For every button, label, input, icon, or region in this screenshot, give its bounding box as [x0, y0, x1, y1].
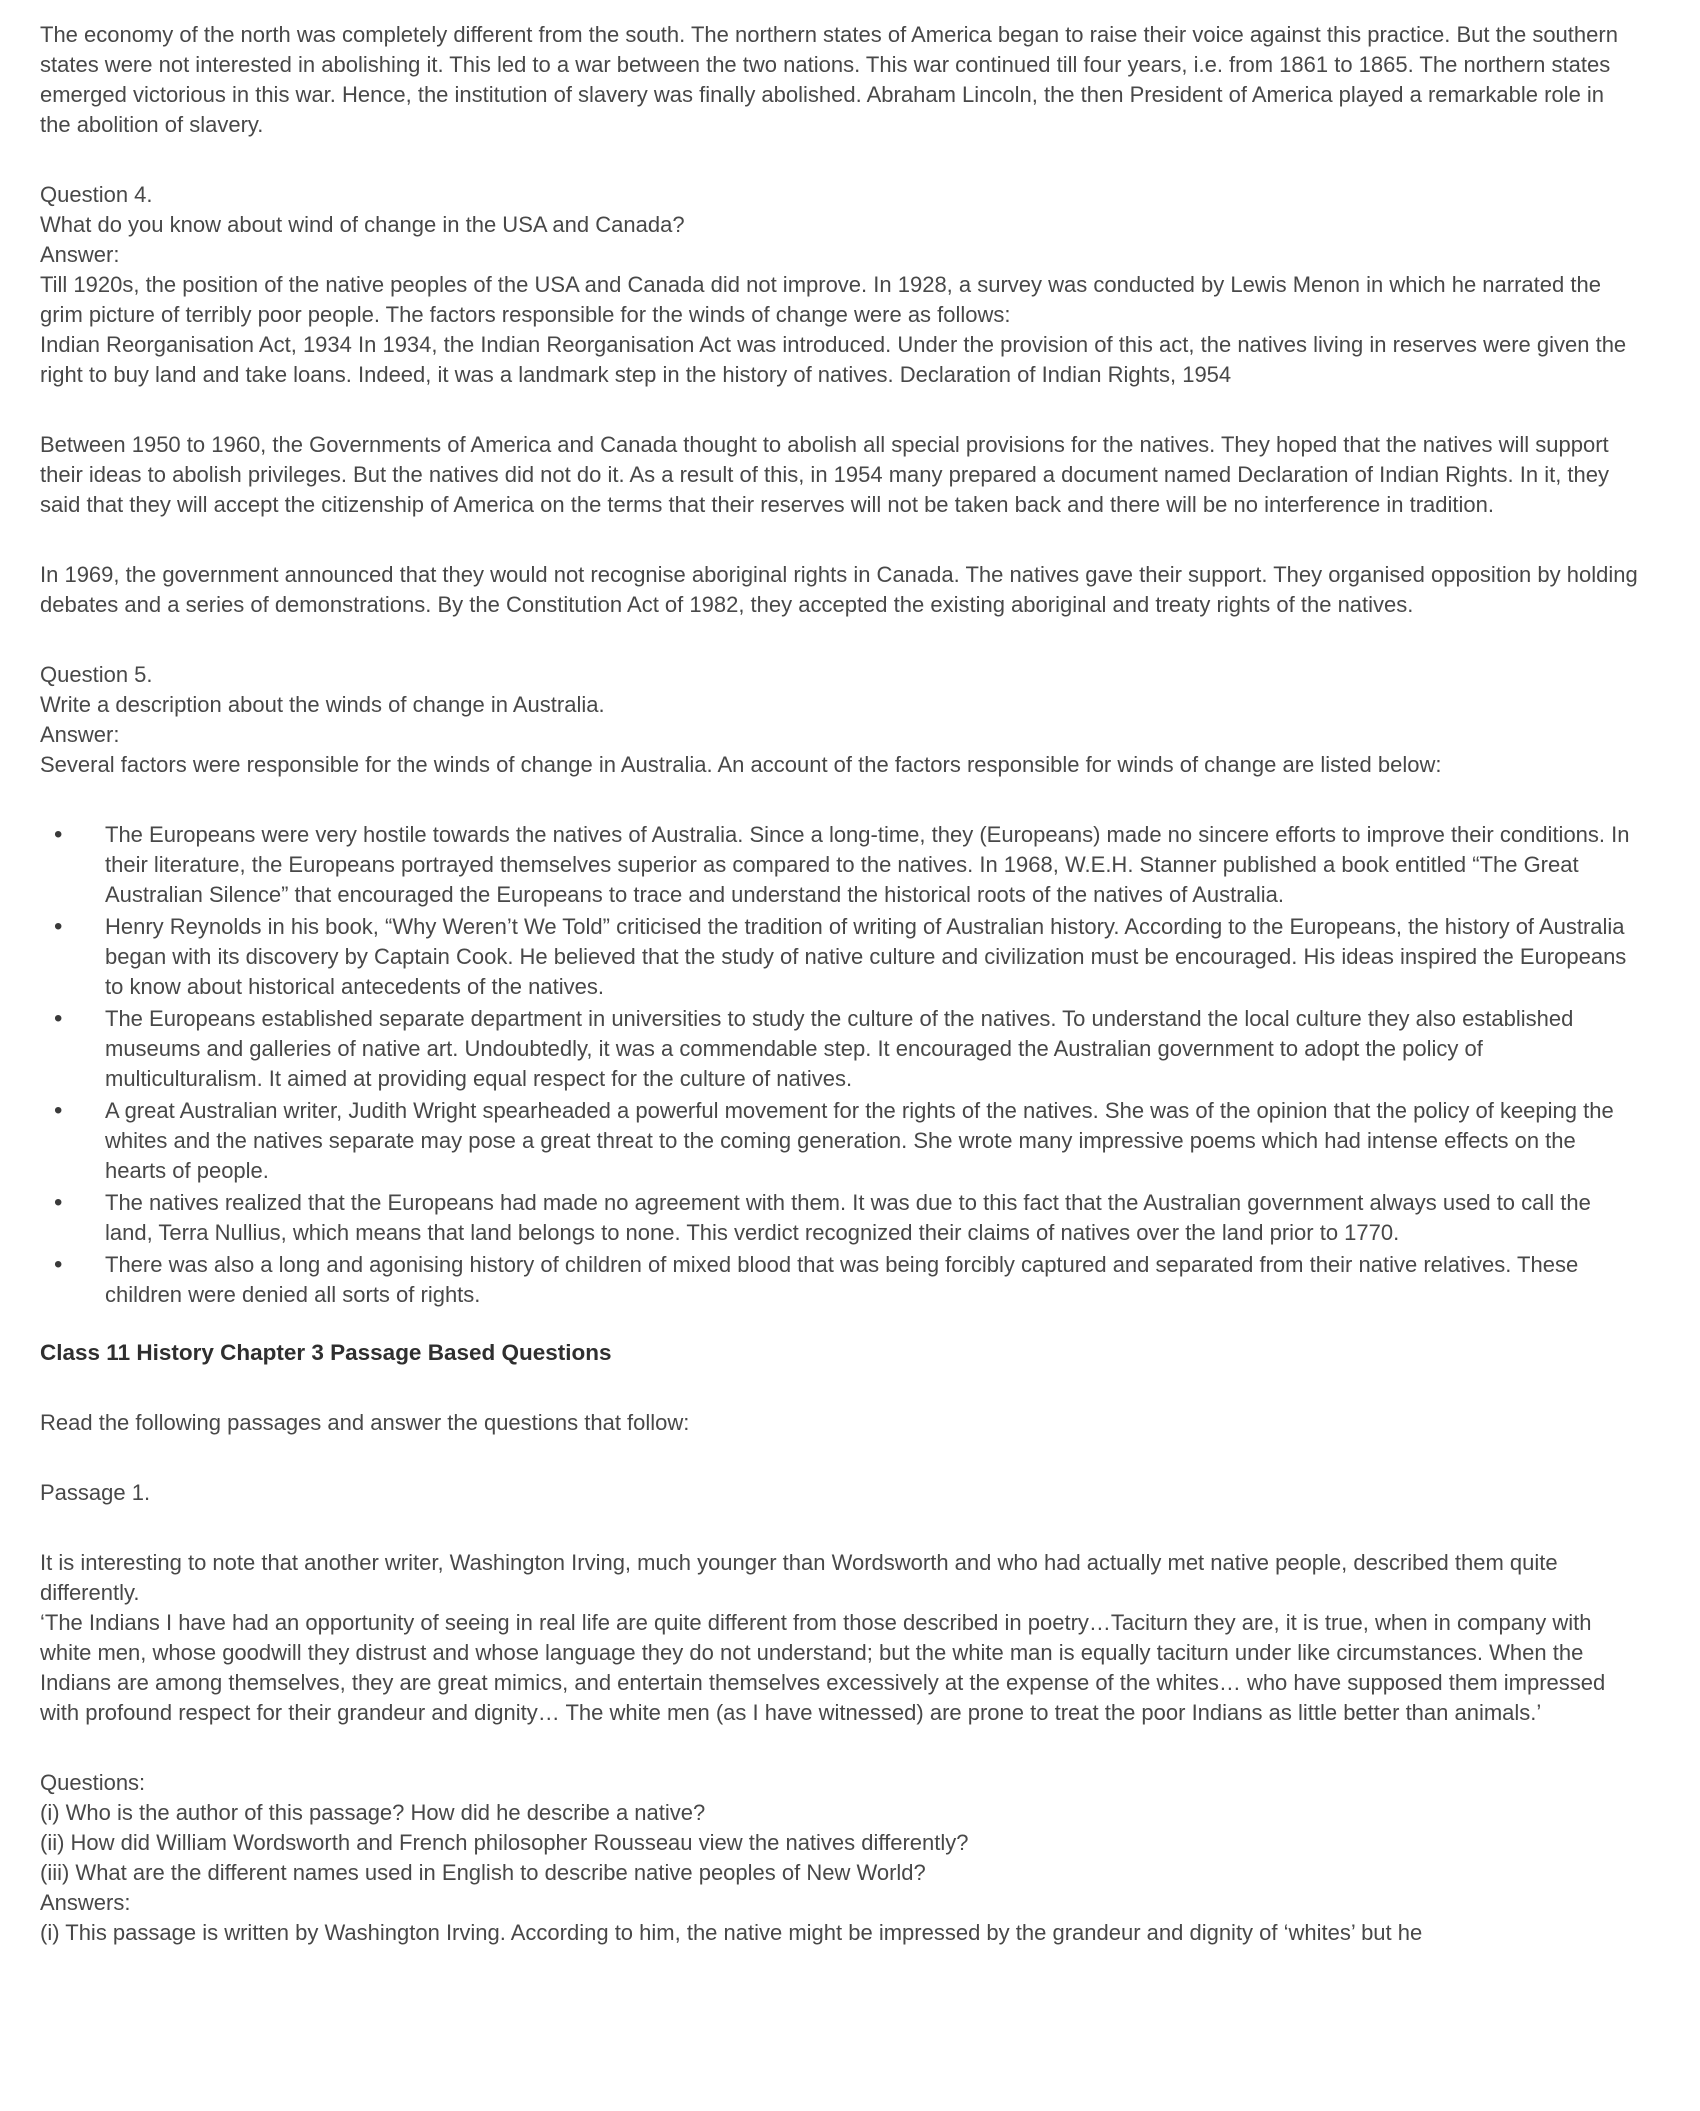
bullet-item-text: The Europeans were very hostile towards the natives of Australia. Since a long-time, they (Europeans) made no sincere efforts to improve their conditions. In their literature, the Europeans portrayed themselves superior as compared to the natives. In 1968, W.E.H. Stanner published a book entitled “The Great Australian Silence” that encouraged the Europeans to trace and understand the historical roots of the natives of Australia.: [105, 822, 1630, 907]
bullet-icon: •: [54, 1097, 63, 1124]
text-line: Several factors were responsible for the winds of change in Australia. An account of the factors responsible for winds of change are listed below:: [40, 752, 1442, 777]
section-heading: [40, 1338, 1640, 1368]
paragraph: [40, 20, 1640, 140]
bullet-icon: •: [54, 1005, 63, 1032]
text-line: (ii) How did William Wordsworth and French philosopher Rousseau view the natives differently?: [40, 1830, 969, 1855]
paragraph: [40, 1408, 1640, 1438]
bullet-item: [40, 1004, 1640, 1094]
text-line: In 1969, the government announced that they would not recognise aboriginal rights in Canada. The natives gave their support. They organised opposition by holding debates and a series of demonstrations. By the Constitution Act of 1982, they accepted the existing aboriginal and treaty rights of the natives.: [40, 562, 1638, 617]
paragraph: [40, 660, 1640, 780]
bullet-icon: •: [54, 913, 63, 940]
text-line: Read the following passages and answer the questions that follow:: [40, 1410, 690, 1435]
bullet-item-text: There was also a long and agonising history of children of mixed blood that was being forcibly captured and separated from their native relatives. These children were denied all sorts of rights.: [105, 1252, 1579, 1307]
bullet-item: [40, 1096, 1640, 1186]
paragraph: [40, 430, 1640, 520]
text-line: Write a description about the winds of change in Australia.: [40, 692, 605, 717]
bullet-item: [40, 912, 1640, 1002]
text-line: Answer:: [40, 242, 120, 267]
bullet-item: [40, 1188, 1640, 1248]
text-line: Answers:: [40, 1890, 131, 1915]
text-line: (i) This passage is written by Washington Irving. According to him, the native might be impressed by the grandeur and dignity of ‘whites’ but he: [40, 1920, 1423, 1945]
bullet-icon: •: [54, 821, 63, 848]
text-line: ‘The Indians I have had an opportunity of seeing in real life are quite different from those described in poetry…Taciturn they are, it is true, when in company with white men, whose goodwill they distrust and whose language they do not understand; but the white man is equally taciturn under like circumstances. When the Indians are among themselves, they are great mimics, and entertain themselves excessively at the expense of the whites… who have supposed them impressed with profound respect for their grandeur and dignity… The white men (as I have witnessed) are prone to treat the poor Indians as little better than animals.’: [40, 1610, 1606, 1725]
bullet-icon: •: [54, 1251, 63, 1278]
text-line: Between 1950 to 1960, the Governments of America and Canada thought to abolish all special provisions for the natives. They hoped that the natives will support their ideas to abolish privileges. But the natives did not do it. As a result of this, in 1954 many prepared a document named Declaration of Indian Rights. In it, they said that they will accept the citizenship of America on the terms that their reserves will not be taken back and there will be no interference in tradition.: [40, 432, 1610, 517]
text-line: (i) Who is the author of this passage? How did he describe a native?: [40, 1800, 706, 1825]
bullet-list: [40, 820, 1640, 1310]
text-line: Indian Reorganisation Act, 1934 In 1934, the Indian Reorganisation Act was introduced. Under the provision of this act, the natives living in reserves were given the right to buy land and take loans. Indeed, it was a landmark step in the history of natives. Declaration of Indian Rights, 1954: [40, 332, 1627, 387]
text-line: Question 4.: [40, 182, 153, 207]
text-line: Question 5.: [40, 662, 153, 687]
bullet-icon: •: [54, 1189, 63, 1216]
document-body: [40, 20, 1640, 1948]
bullet-item: [40, 1250, 1640, 1310]
paragraph: [40, 1478, 1640, 1508]
text-line: Class 11 History Chapter 3 Passage Based Questions: [40, 1340, 612, 1365]
text-line: Till 1920s, the position of the native peoples of the USA and Canada did not improve. In 1928, a survey was conducted by Lewis Menon in which he narrated the grim picture of terribly poor people. The factors responsible for the winds of change were as follows:: [40, 272, 1601, 327]
paragraph: [40, 1768, 1640, 1948]
bullet-item-text: Henry Reynolds in his book, “Why Weren’t We Told” criticised the tradition of writing of Australian history. According to the Europeans, the history of Australia began with its discovery by Captain Cook. He believed that the study of native culture and civilization must be encouraged. His ideas inspired the Europeans to know about historical antecedents of the natives.: [105, 914, 1627, 999]
text-line: The economy of the north was completely different from the south. The northern states of America began to raise their voice against this practice. But the southern states were not interested in abolishing it. This led to a war between the two nations. This war continued till four years, i.e. from 1861 to 1865. The northern states emerged victorious in this war. Hence, the institution of slavery was finally abolished. Abraham Lincoln, the then President of America played a remarkable role in the abolition of slavery.: [40, 22, 1618, 137]
text-line: (iii) What are the different names used in English to describe native peoples of New World?: [40, 1860, 926, 1885]
text-line: What do you know about wind of change in the USA and Canada?: [40, 212, 685, 237]
paragraph: [40, 1548, 1640, 1728]
text-line: It is interesting to note that another writer, Washington Irving, much younger than Wordsworth and who had actually met native people, described them quite differently.: [40, 1550, 1558, 1605]
paragraph: [40, 180, 1640, 390]
paragraph: [40, 560, 1640, 620]
bullet-item-text: The Europeans established separate department in universities to study the culture of the natives. To understand the local culture they also established museums and galleries of native art. Undoubtedly, it was a commendable step. It encouraged the Australian government to adopt the policy of multiculturalism. It aimed at providing equal respect for the culture of natives.: [105, 1006, 1574, 1091]
bullet-item-text: The natives realized that the Europeans had made no agreement with them. It was due to this fact that the Australian government always used to call the land, Terra Nullius, which means that land belongs to none. This verdict recognized their claims of natives over the land prior to 1770.: [105, 1190, 1591, 1245]
text-line: Questions:: [40, 1770, 146, 1795]
text-line: Passage 1.: [40, 1480, 151, 1505]
bullet-item-text: A great Australian writer, Judith Wright spearheaded a powerful movement for the rights of the natives. She was of the opinion that the policy of keeping the whites and the natives separate may pose a great threat to the coming generation. She wrote many impressive poems which had intense effects on the hearts of people.: [105, 1098, 1614, 1183]
text-line: Answer:: [40, 722, 120, 747]
bullet-item: [40, 820, 1640, 910]
